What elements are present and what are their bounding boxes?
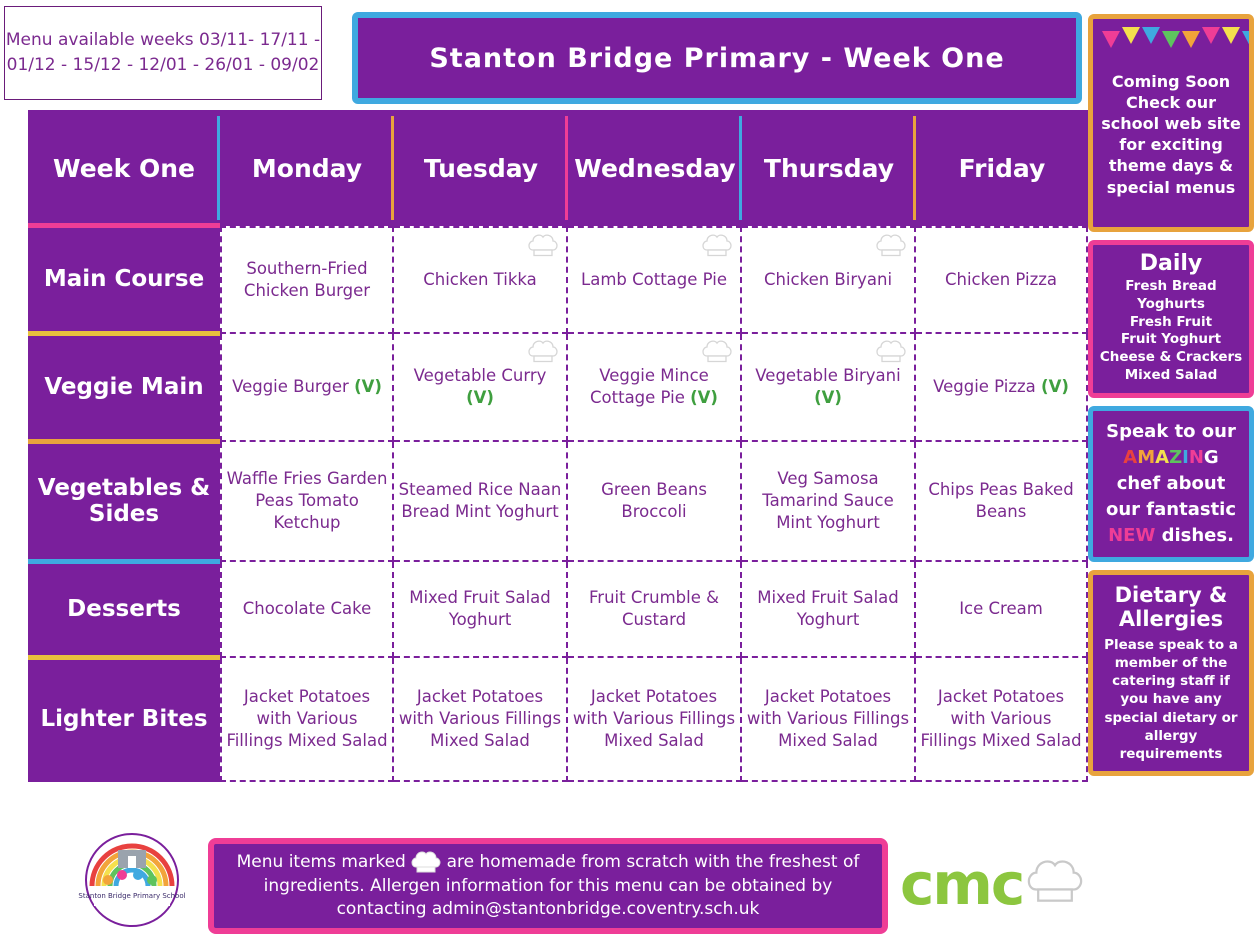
menu-cell	[916, 442, 1088, 562]
chef-hat-icon	[528, 234, 558, 265]
bunting-flag	[1182, 31, 1200, 48]
row-separator	[28, 439, 220, 444]
menu-cell	[568, 658, 742, 782]
school-logo	[78, 830, 186, 930]
allergen-note-part1: Menu items marked	[236, 851, 406, 872]
cmc-chef-hat-icon	[1027, 857, 1083, 911]
dietary-box	[1088, 570, 1254, 776]
vegetarian-marker: (V)	[466, 388, 494, 407]
day-header-monday	[220, 110, 394, 226]
row-label-vegetables-sides	[28, 442, 220, 562]
bunting-flag	[1222, 27, 1240, 44]
menu-item-text: Waffle Fries Garden Peas Tomato Ketchup	[226, 469, 388, 532]
allergen-note	[208, 838, 888, 934]
dietary-title: Dietary & Allergies	[1114, 583, 1228, 632]
menu-cell	[568, 562, 742, 658]
daily-title: Daily	[1139, 251, 1203, 276]
menu-cell	[394, 442, 568, 562]
menu-item-text: Steamed Rice Naan Bread Mint Yoghurt	[398, 480, 562, 521]
menu-item-text: Ice Cream	[959, 599, 1043, 619]
menu-cell	[916, 658, 1088, 782]
menu-item-text: Jacket Potatoes with Various Fillings Mixed Salad	[572, 687, 736, 750]
menu-item-text: Vegetable Biryani	[755, 366, 901, 386]
menu-item-text: Mixed Fruit Salad Yoghurt	[757, 588, 899, 629]
bunting-flag	[1142, 27, 1160, 44]
bunting-flag	[1242, 31, 1254, 48]
chef-dishes-word: dishes.	[1161, 525, 1234, 547]
menu-item-text: Chicken Pizza	[944, 270, 1058, 290]
bunting-flag	[1102, 31, 1120, 48]
menu-cell	[394, 658, 568, 782]
cmc-wordmark: cmc	[900, 850, 1024, 918]
menu-cell	[220, 226, 394, 334]
weeks-available-note	[4, 6, 322, 100]
menu-item-text: Lamb Cottage Pie	[581, 270, 727, 290]
chef-hat-icon	[702, 340, 732, 371]
vegetarian-marker: (V)	[1041, 377, 1069, 397]
day-header-friday	[916, 110, 1088, 226]
sidebar	[1088, 14, 1254, 784]
day-header-label: Monday	[251, 153, 363, 183]
day-header-tuesday	[394, 110, 568, 226]
row-separator	[28, 223, 220, 228]
chef-hat-icon	[702, 234, 732, 265]
chef-line-3: our fantastic	[1105, 499, 1237, 521]
menu-cell	[394, 334, 568, 442]
menu-cell	[568, 334, 742, 442]
menu-item-text: Mixed Fruit Salad Yoghurt	[409, 588, 551, 629]
row-label-lighter-bites	[28, 658, 220, 782]
day-header-thursday	[742, 110, 916, 226]
menu-item-text: Chicken Biryani	[763, 270, 893, 290]
bunting-flag	[1202, 27, 1220, 44]
grid-corner-label	[28, 110, 220, 226]
chef-line-4	[1099, 523, 1243, 549]
daily-item: Fresh Fruit	[1129, 313, 1213, 330]
chef-box	[1088, 406, 1254, 562]
menu-item-text: Veggie Burger	[232, 377, 349, 397]
chef-hat-icon	[528, 340, 558, 371]
daily-item: Cheese & Crackers	[1099, 349, 1243, 366]
weeks-available-text: Menu available weeks 03/11- 17/11 - 01/12 - 15/12 - 12/01 - 26/01 - 09/02	[5, 29, 321, 75]
menu-item-text: Veggie Pizza	[933, 377, 1036, 397]
school-logo-text: Stanton Bridge Primary School	[78, 892, 186, 900]
menu-cell	[916, 226, 1088, 334]
menu-item-text: Veg Samosa Tamarind Sauce Mint Yoghurt	[762, 469, 894, 532]
menu-item-text: Jacket Potatoes with Various Fillings Mixed Salad	[398, 687, 562, 750]
cmc-brand	[900, 848, 1070, 920]
row-label-main-course	[28, 226, 220, 334]
row-label-text: Desserts	[67, 596, 181, 623]
menu-cell	[394, 226, 568, 334]
allergen-note-part2: are homemade from scratch with the freshest of ingredients. Allergen information for this menu can be obtained by contacting admin@stantonbridge.coventry.sch.uk	[263, 851, 860, 920]
menu-cell	[568, 442, 742, 562]
coming-soon-text: Coming Soon Check our school web site for exciting theme days & special menus	[1101, 72, 1241, 197]
day-header-label: Tuesday	[423, 153, 539, 183]
row-label-text: Vegetables & Sides	[37, 475, 211, 527]
coming-soon-box	[1088, 14, 1254, 232]
menu-title-banner	[352, 12, 1082, 104]
chef-hat-icon	[876, 340, 906, 371]
menu-cell	[916, 562, 1088, 658]
school-logo-svg	[78, 830, 186, 930]
menu-item-text: Jacket Potatoes with Various Fillings Mixed Salad	[920, 687, 1082, 750]
menu-item-text: Green Beans Broccoli	[601, 480, 707, 521]
chef-hat-icon	[411, 852, 446, 872]
bunting-icon	[1101, 21, 1241, 69]
menu-cell	[568, 226, 742, 334]
corner-label-text: Week One	[53, 153, 195, 183]
chef-new-word: NEW	[1108, 525, 1156, 547]
menu-cell	[220, 562, 394, 658]
menu-cell	[742, 562, 916, 658]
chef-hat-icon	[876, 234, 906, 265]
daily-item: Fresh Bread	[1125, 278, 1217, 294]
chef-line-2: chef about	[1116, 473, 1226, 495]
vegetarian-marker: (V)	[814, 388, 842, 407]
dietary-body: Please speak to a member of the catering staff if you have any special dietary or allergy requirements	[1104, 636, 1238, 762]
menu-item-text: Jacket Potatoes with Various Fillings Mixed Salad	[746, 687, 910, 750]
page-title: Stanton Bridge Primary - Week One	[429, 42, 1005, 74]
menu-item-text: Vegetable Curry	[413, 366, 547, 386]
vegetarian-marker: (V)	[354, 377, 382, 397]
row-separator	[28, 559, 220, 564]
row-label-text: Veggie Main	[44, 374, 204, 401]
menu-item-text: Southern-Fried Chicken Burger	[243, 259, 371, 300]
row-label-desserts	[28, 562, 220, 658]
bunting-flag	[1122, 27, 1140, 44]
menu-cell	[394, 562, 568, 658]
menu-cell	[220, 334, 394, 442]
row-label-veggie-main	[28, 334, 220, 442]
menu-grid	[28, 110, 1088, 822]
menu-item-text: Chicken Tikka	[423, 270, 537, 290]
row-label-text: Lighter Bites	[40, 706, 208, 733]
menu-item-text: Jacket Potatoes with Various Fillings Mixed Salad	[226, 687, 388, 750]
menu-cell	[742, 226, 916, 334]
menu-cell	[220, 442, 394, 562]
vegetarian-marker: (V)	[690, 388, 718, 407]
day-header-label: Friday	[958, 153, 1046, 183]
menu-cell	[742, 442, 916, 562]
day-header-label: Wednesday	[574, 153, 736, 183]
row-separator	[28, 331, 220, 336]
menu-cell	[220, 658, 394, 782]
day-header-wednesday	[568, 110, 742, 226]
menu-item-text: Veggie Mince Cottage Pie	[590, 366, 709, 407]
menu-cell	[742, 658, 916, 782]
day-header-label: Thursday	[763, 153, 895, 183]
daily-item: Mixed Salad	[1124, 367, 1218, 384]
menu-item-text: Fruit Crumble & Custard	[589, 588, 719, 629]
daily-item: Yoghurts	[1137, 295, 1205, 312]
chef-line-1: Speak to our	[1106, 420, 1236, 442]
bunting-flag	[1162, 31, 1180, 48]
menu-cell	[742, 334, 916, 442]
row-label-text: Main Course	[43, 266, 205, 293]
menu-item-text: Chips Peas Baked Beans	[928, 480, 1074, 521]
menu-item-text: Chocolate Cake	[242, 599, 372, 619]
row-separator	[28, 655, 220, 660]
daily-box	[1088, 240, 1254, 398]
chef-amazing-word: AMAZING	[1123, 446, 1219, 468]
daily-item: Fruit Yoghurt	[1120, 331, 1222, 348]
menu-cell	[916, 334, 1088, 442]
